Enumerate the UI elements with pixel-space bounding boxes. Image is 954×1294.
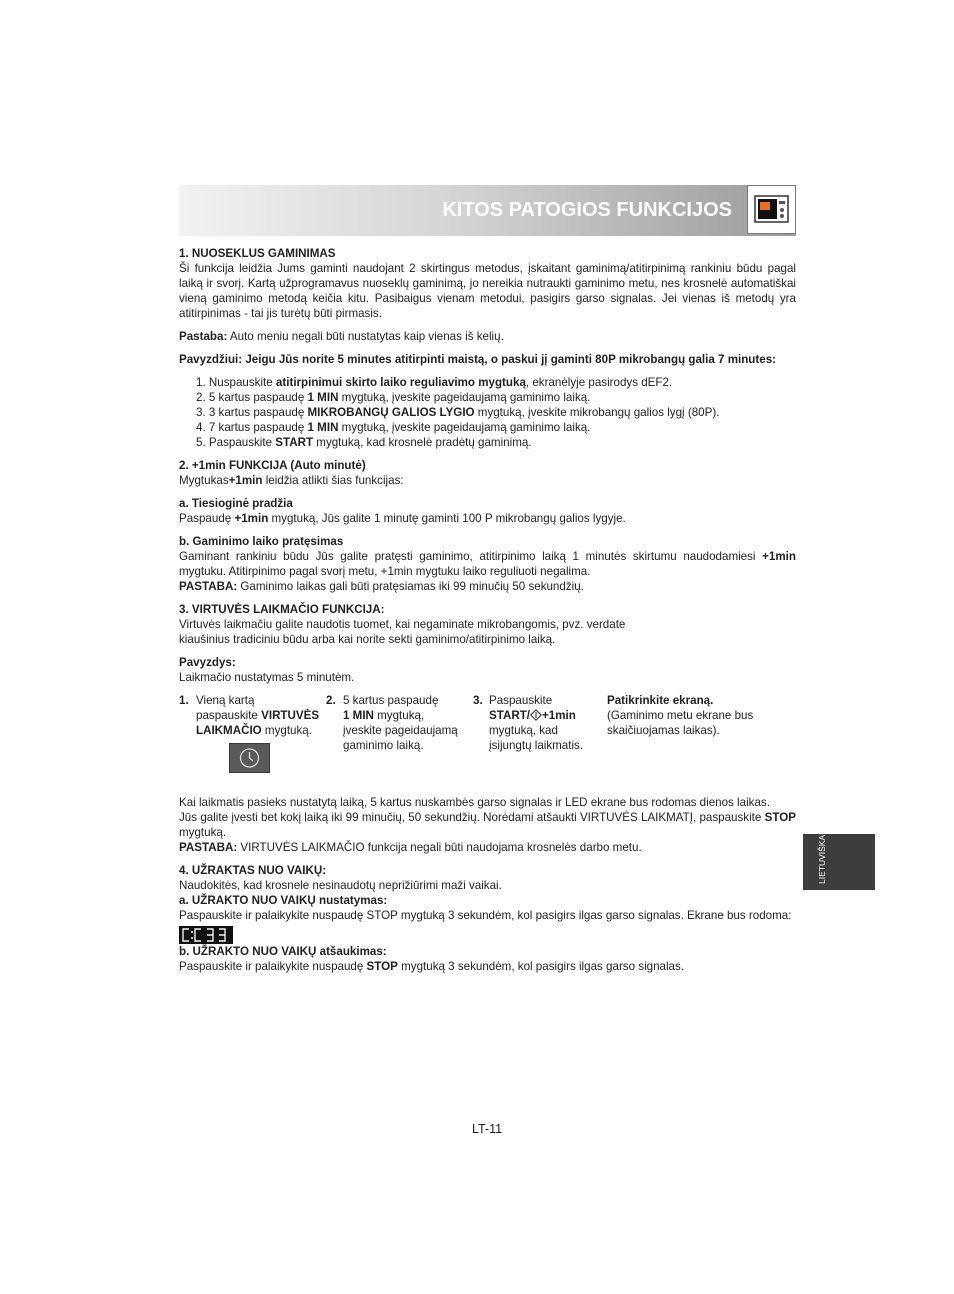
- list-item: 3. 3 kartus paspaudę MIKROBANGŲ GALIOS LYGIO mygtuką, įveskite mikrobangų galios lygį (80P).: [196, 406, 720, 419]
- note: PASTABA: VIRTUVĖS LAIKMAČIO funkcija negali būti naudojama krosnelės darbo metu.: [179, 841, 642, 854]
- lock-display-icon: [179, 926, 233, 944]
- page-title: KITOS PATOGIOS FUNKCIJOS: [442, 199, 732, 221]
- start-diamond-icon: [530, 709, 542, 721]
- language-tab-label: LIETUVIŠKAI: [817, 832, 827, 884]
- microwave-icon: [747, 185, 796, 234]
- paragraph: Paspauskite ir palaikykite nuspaudę STOP mygtuką 3 sekundėm, kol pasigirs ilgas garso signalas.: [179, 960, 685, 973]
- subheading-direct-start: a. Tiesioginė pradžia: [179, 497, 293, 510]
- section-heading-child-lock: 4. UŽRAKTAS NUO VAIKŲ:: [179, 864, 327, 877]
- step-list: [196, 375, 796, 450]
- paragraph: Jūs galite įvesti bet kokį laiką iki 99 minučių, 50 sekundžių. Norėdami atšaukti VIRTUVĖS LAIKMATĮ, paspauskite STOP mygtuką.: [179, 811, 796, 839]
- list-item: 5. Paspauskite START mygtuką, kad krosnelė pradėtų gaminimą.: [196, 436, 532, 449]
- paragraph-line: kiaušinius tradiciniu būdu arba kai norite sekti gaminimo/atitirpinimo laiką.: [179, 633, 556, 646]
- paragraph: Paspauskite ir palaikykite nuspaudę STOP mygtuką 3 sekundėm, kol pasigirs ilgas garso signalas. Ekrane bus rodoma:: [179, 909, 792, 922]
- subheading-lock-cancel: b. UŽRAKTO NUO VAIKŲ atšaukimas:: [179, 945, 387, 958]
- note: [179, 329, 796, 344]
- section-heading-kitchen-timer: 3. VIRTUVĖS LAIKMAČIO FUNKCIJA:: [179, 603, 385, 616]
- list-item: 2. 5 kartus paspaudę 1 MIN mygtuką, įveskite pageidaujamą gaminimo laiką.: [196, 391, 591, 404]
- note-text: Auto meniu negali būti nustatytas kaip vienas iš kelių.: [227, 330, 504, 343]
- language-tab: [803, 834, 875, 890]
- timer-step-check: Patikrinkite ekraną. (Gaminimo metu ekrane bus skaičiuojamas laikas).: [607, 694, 754, 737]
- section-heading-plus-min: 2. +1min FUNKCIJA (Auto minutė): [179, 459, 366, 472]
- example-heading: Pavyzdžiui: Jeigu Jūs norite 5 minutes atitirpinti maistą, o paskui jį gaminti 80P mikrobangų galia 7 minutes:: [179, 353, 777, 366]
- paragraph: Paspaudę +1min mygtuką, Jūs galite 1 minutę gaminti 100 P mikrobangų galios lygyje.: [179, 512, 626, 525]
- paragraph: Ši funkcija leidžia Jums gaminti naudojant 2 skirtingus metodus, įskaitant gaminimą/atitirpinimą rankiniu būdu pagal laiką ir svorį. Kartą užprogramavus nuoseklų gaminimą, jo nereikia nutraukti gaminimo metu, nes krosnelė automatiškai vieną gaminimo metodą keičia kitu. Pasibaigus vienam metodui, pasigirs garso signalas. Jei vienas iš metodų yra atitirpinimas - tai jis turėtų būti pirmasis.: [179, 262, 796, 320]
- page-number: LT-11: [471, 1122, 503, 1136]
- subheading-extend-time: b. Gaminimo laiko pratęsimas: [179, 535, 344, 548]
- section-heading-sequential: 1. NUOSEKLUS GAMINIMAS: [179, 247, 336, 260]
- note: PASTABA: Gaminimo laikas gali būti pratęsiamas iki 99 minučių 50 sekundžių.: [179, 580, 584, 593]
- example-text: Laikmačio nustatymas 5 minutėm.: [179, 671, 355, 684]
- paragraph-line: Virtuvės laikmačiu galite naudotis tuomet, kai negaminate mikrobangomis, pvz. verdate: [179, 618, 626, 631]
- header-bar: [179, 185, 796, 236]
- example-label: Pavyzdys:: [179, 656, 236, 669]
- paragraph: Mygtukas+1min leidžia atlikti šias funkcijas:: [179, 474, 404, 487]
- timer-steps: 1. Vieną kartą paspauskite VIRTUVĖS LAIKMAČIO mygtuką. 2. 5 kartus paspaudę 1 MIN mygtuką, įveskite pageidaujamą gaminimo laiką. 3. Paspauskite START/ +1min mygtuką, kad įsijungtų laikmatis. Patikrinkite ekraną. (Gaminimo metu ekrane bus skaičiuojamas laikas).: [179, 693, 796, 773]
- paragraph: Kai laikmatis pasieks nustatytą laiką, 5 kartus nuskambės garso signalas ir LED ekrane bus rodomas dienos laikas.: [179, 796, 770, 809]
- page-content: [179, 246, 796, 974]
- paragraph: Gaminant rankiniu būdu Jūs galite pratęsti gaminimo, atitirpinimo laiką 1 minutės skirtumu naudodamiesi +1min mygtuku. Atitirpinimo pagal svorį metu, +1min mygtuku laiko reguliuoti negalima.: [179, 550, 796, 578]
- kitchen-timer-button-icon: [229, 743, 270, 773]
- note-label: Pastaba:: [179, 330, 228, 343]
- paragraph: Naudokitės, kad krosnele nesinaudotų neprižiūrimi maži vaikai.: [179, 879, 502, 892]
- subheading-lock-set: a. UŽRAKTO NUO VAIKŲ nustatymas:: [179, 894, 388, 907]
- list-item: 4. 7 kartus paspaudę 1 MIN mygtuką, įveskite pageidaujamą gaminimo laiką.: [196, 421, 591, 434]
- list-item: 1. Nuspauskite atitirpinimui skirto laiko reguliavimo mygtuką, ekranėlyje pasirodys dEF2.: [196, 376, 673, 389]
